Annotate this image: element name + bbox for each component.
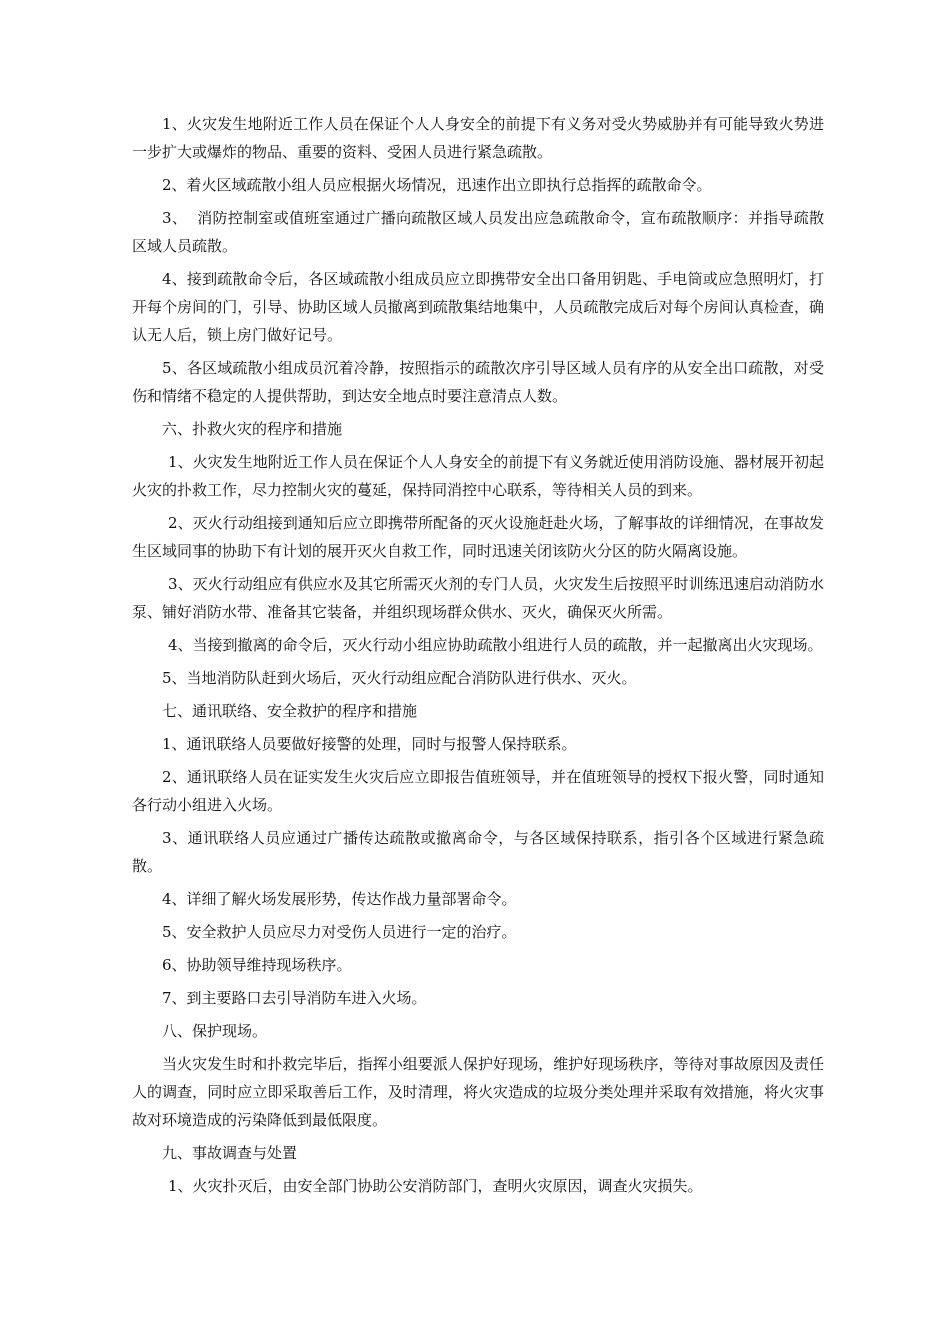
communication-step-2: 2、通讯联络人员在证实发生火灾后应立即报告值班领导，并在值班领导的授权下报火警，同时通知各行动小组进入火场。: [132, 768, 824, 814]
scene-protection-text: 当火灾发生时和扑救完毕后，指挥小组要派人保护好现场，维护好现场秩序，等待对事故原因及责任人的调查，同时应立即采取善后工作，及时清理，将火灾造成的垃圾分类处理并采取有效措施，将火灾事故对环境造成的污染降低到最低限度。: [132, 1055, 824, 1129]
communication-step-6: 6、协助领导维持现场秩序。: [162, 956, 352, 974]
section-heading-9: 九、事故调查与处置: [162, 1144, 298, 1162]
evacuation-step-5: 5、各区域疏散小组成员沉着冷静，按照指示的疏散次序引导区域人员有序的从安全出口疏散，对受伤和情绪不稳定的人提供帮助，到达安全地点时要注意清点人数。: [132, 359, 824, 405]
evacuation-step-4: 4、接到疏散命令后，各区域疏散小组成员应立即携带安全出口备用钥匙、手电筒或应急照明灯，打开每个房间的门，引导、协助区域人员撤离到疏散集结地集中，人员疏散完成后对每个房间认真检查，确认无人后，锁上房门做好记号。: [132, 270, 824, 344]
section-heading-6: 六、扑救火灾的程序和措施: [162, 420, 343, 438]
firefighting-step-3: 3、灭火行动组应有供应水及其它所需灭火剂的专门人员，火灾发生后按照平时训练迅速启动消防水泵、铺好消防水带、准备其它装备，并组织现场群众供水、灭火，确保灭火所需。: [132, 575, 824, 621]
communication-step-4: 4、详细了解火场发展形势，传达作战力量部署命令。: [162, 890, 517, 908]
evacuation-step-2: 2、着火区域疏散小组人员应根据火场情况，迅速作出立即执行总指挥的疏散命令。: [162, 176, 712, 194]
evacuation-step-3: 3、 消防控制室或值班室通过广播向疏散区域人员发出应急疏散命令，宣布疏散顺序：并指导疏散区域人员疏散。: [132, 209, 824, 255]
firefighting-step-1: 1、火灾发生地附近工作人员在保证个人人身安全的前提下有义务就近使用消防设施、器材展开初起火灾的扑救工作，尽力控制火灾的蔓延，保持同消控中心联系，等待相关人员的到来。: [132, 453, 824, 499]
section-heading-7: 七、通讯联络、安全救护的程序和措施: [162, 702, 418, 720]
document-body: [132, 110, 824, 1205]
investigation-step-1: 1、火灾扑灭后，由安全部门协助公安消防部门，查明火灾原因，调查火灾损失。: [168, 1177, 703, 1195]
firefighting-step-4: 4、当接到撤离的命令后，灭火行动小组应协助疏散小组进行人员的疏散，并一起撤离出火灾现场。: [168, 636, 823, 654]
communication-step-3: 3、通讯联络人员应通过广播传达疏散或撤离命令，与各区域保持联系，指引各个区域进行紧急疏散。: [132, 829, 824, 875]
firefighting-step-2: 2、灭火行动组接到通知后应立即携带所配备的灭火设施赶赴火场，了解事故的详细情况，在事故发生区域同事的协助下有计划的展开灭火自救工作，同时迅速关闭该防火分区的防火隔离设施。: [132, 514, 824, 560]
firefighting-step-5: 5、当地消防队赶到火场后，灭火行动组应配合消防队进行供水、灭火。: [162, 669, 637, 687]
communication-step-1: 1、通讯联络人员要做好接警的处理，同时与报警人保持联系。: [162, 735, 577, 753]
communication-step-5: 5、安全救护人员应尽力对受伤人员进行一定的治疗。: [162, 923, 517, 941]
section-heading-8: 八、保护现场。: [162, 1022, 268, 1040]
communication-step-7: 7、到主要路口去引导消防车进入火场。: [162, 989, 427, 1007]
evacuation-step-1: 1、火灾发生地附近工作人员在保证个人人身安全的前提下有义务对受火势威胁并有可能导致火势进一步扩大或爆炸的物品、重要的资料、受困人员进行紧急疏散。: [132, 115, 824, 161]
